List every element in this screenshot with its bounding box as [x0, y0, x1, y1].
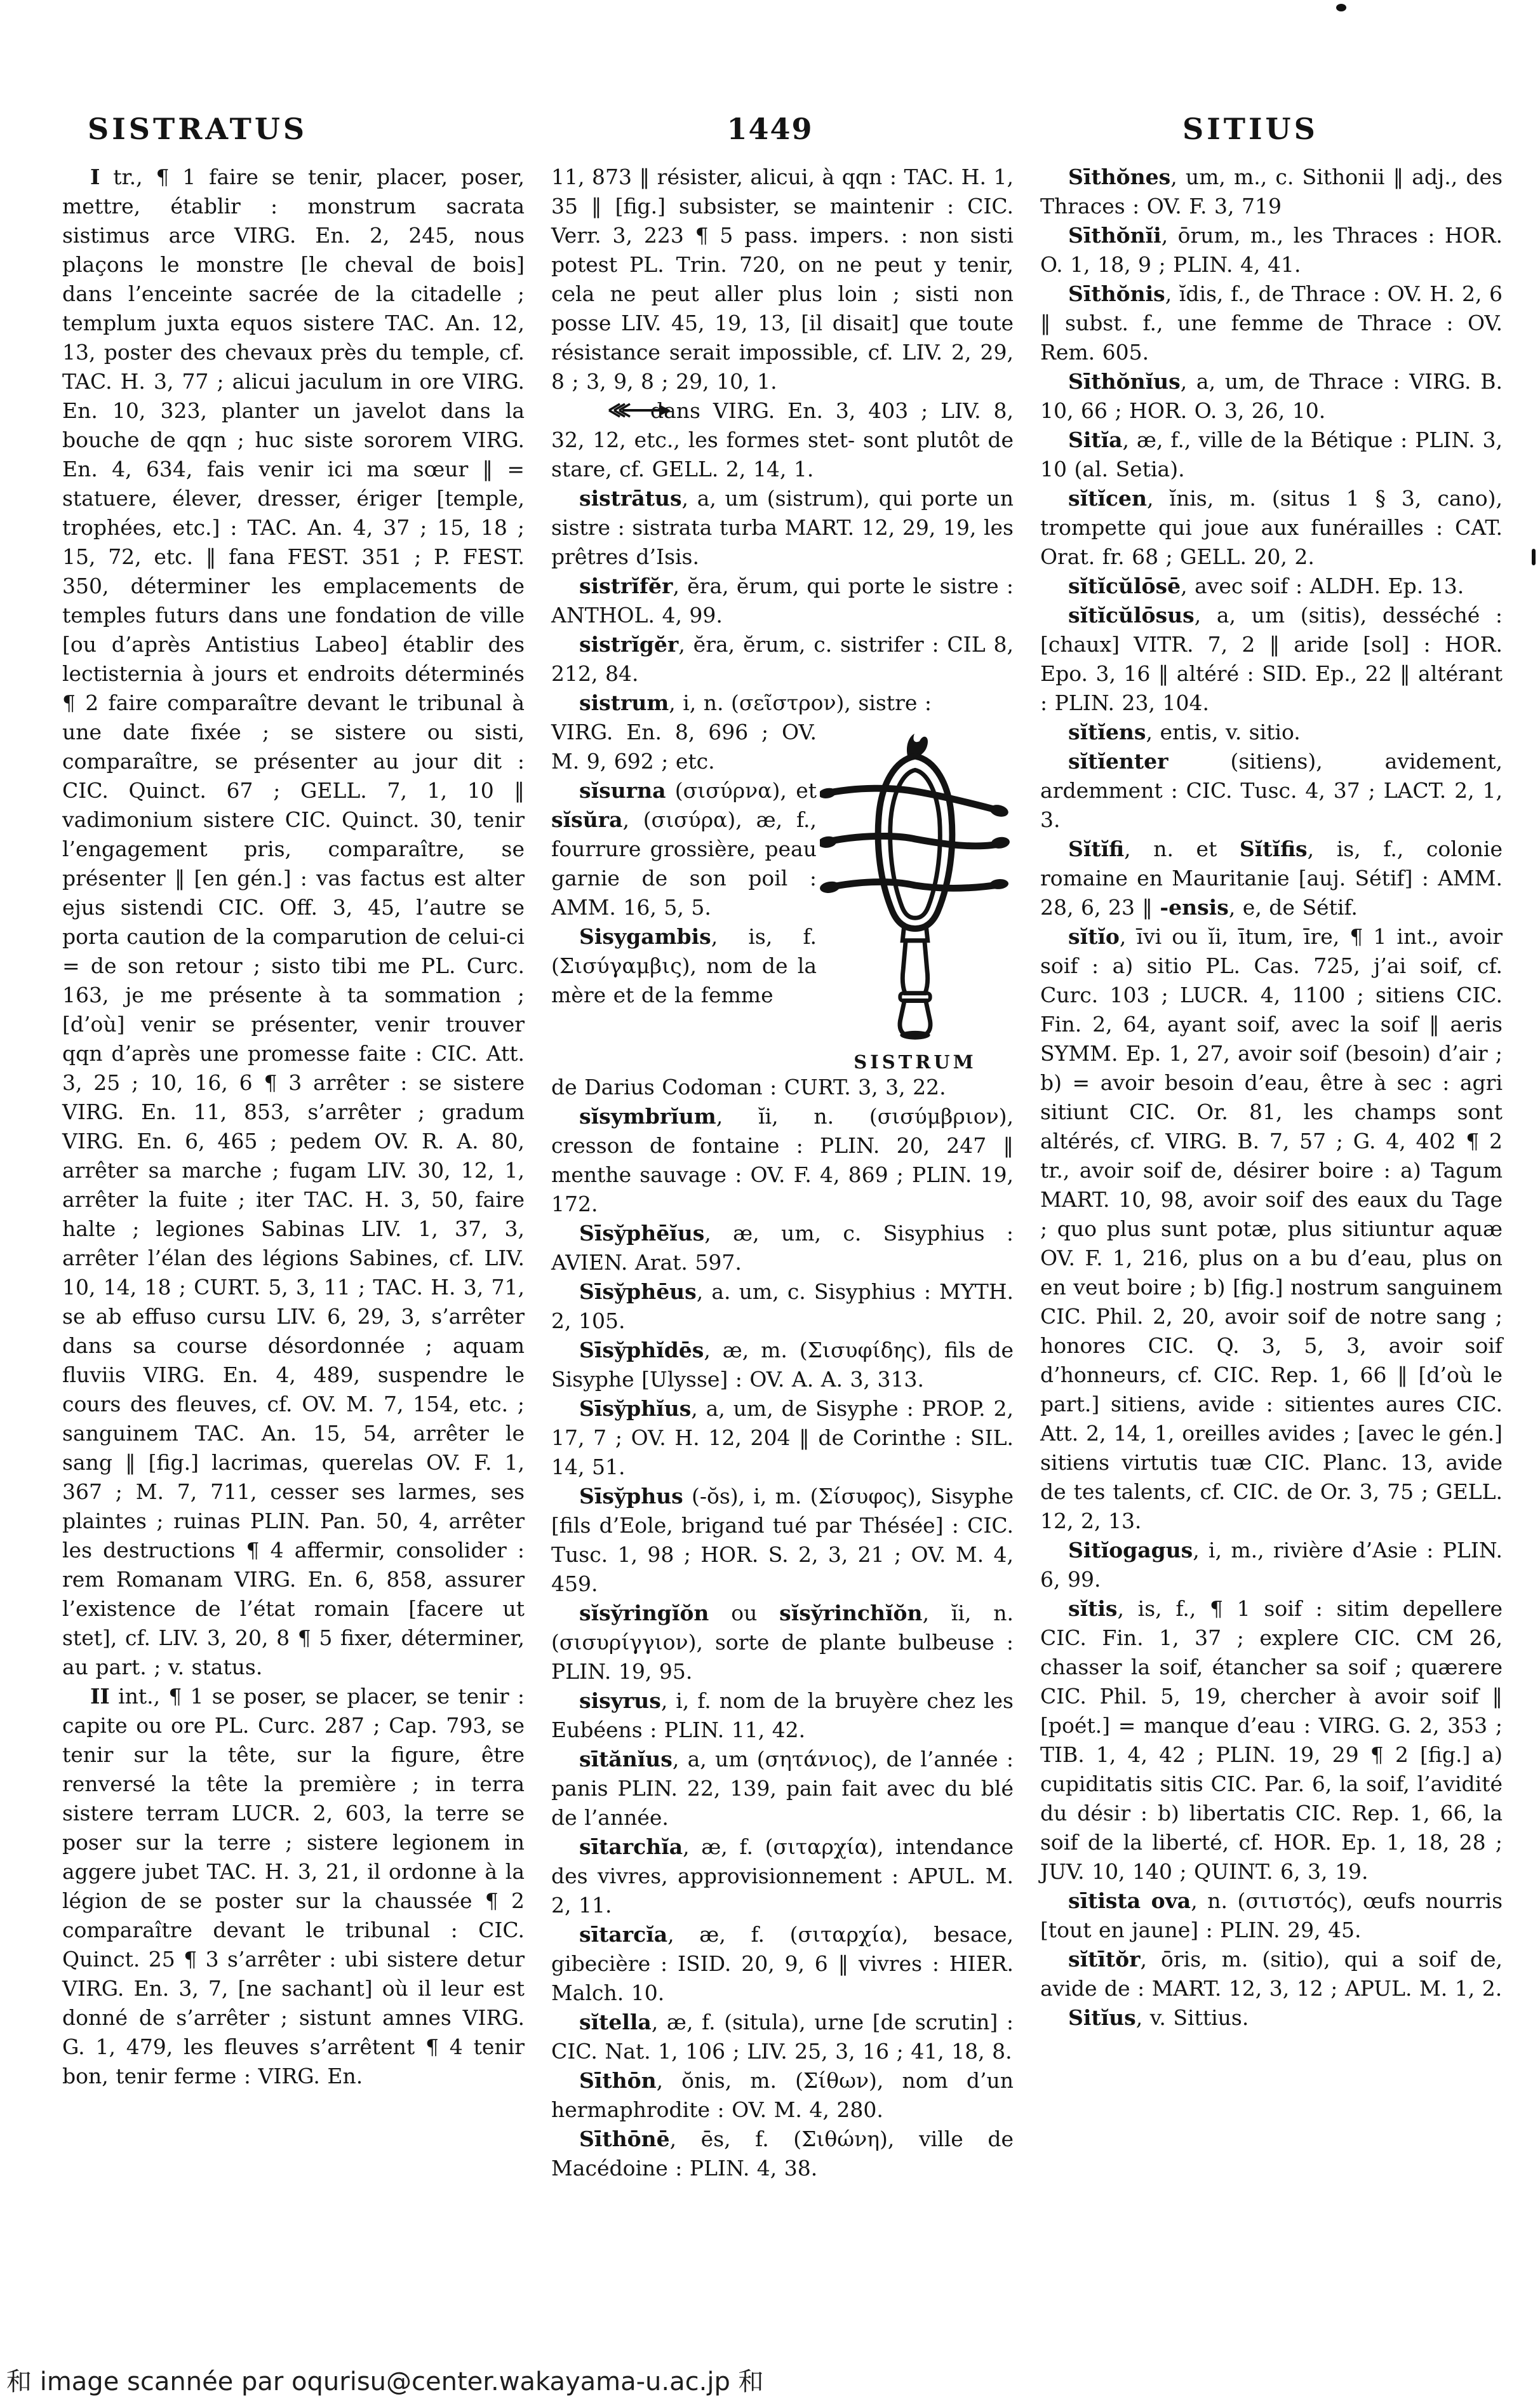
dictionary-entry — [551, 1599, 1014, 1686]
entry-headword: sĭsurna — [579, 778, 666, 803]
dictionary-entry — [551, 1920, 1014, 2008]
note-arrow-icon — [579, 398, 643, 417]
entry-headword: Sitĭogagus — [1068, 1538, 1193, 1563]
figure-caption: SISTRUM — [854, 1051, 977, 1073]
entry-headword: Sīthōn — [579, 2068, 657, 2093]
dictionary-entry — [551, 2008, 1014, 2066]
entry-headword: sĭsŭra — [551, 807, 623, 832]
dictionary-entry — [1040, 601, 1503, 718]
entry-headword: sĭsymbrĭum — [579, 1104, 716, 1129]
dictionary-entry — [551, 718, 817, 776]
entry-headword: sĭsy̆rinchĭŏn — [779, 1601, 923, 1625]
dictionary-entry — [551, 2125, 1014, 2183]
entry-text: , ōris, m. (sitio), qui a soif de, avide de : MART. 12, 3, 12 ; APUL. M. 1, 2. — [1040, 1947, 1503, 2001]
entry-headword: Sīsy̆phĭdēs — [579, 1338, 704, 1362]
entry-text: de Darius Codoman : CURT. 3, 3, 22. — [551, 1075, 946, 1099]
entry-headword: sĭtītŏr — [1068, 1947, 1141, 1972]
dictionary-entry — [551, 572, 1014, 630]
dictionary-entry — [1040, 922, 1503, 1536]
dictionary-entry — [1040, 718, 1503, 747]
entry-text: , æ, f. (situla), urne [de scrutin] : CIC. Nat. 1, 106 ; LIV. 25, 3, 16 ; 41, 18, 8. — [551, 2010, 1014, 2064]
entry-text: , æ, f., ville de la Bétique : PLIN. 3, 10 (al. Setia). — [1040, 427, 1503, 481]
entry-headword: Sīthōnē — [579, 2127, 670, 2151]
entry-headword: Sīthŏnes — [1068, 165, 1171, 189]
entry-headword: sītarchĭa — [579, 1834, 683, 1859]
entry-text: (-ŏs), i, m. (Σίσυφος), Sisyphe [fils d’Eole, brigand tué par Thésée] : CIC. Tusc. 1, 98 ; HOR. S. 2, 3, 21 ; OV. M. 4, 459. — [551, 1484, 1014, 1596]
dictionary-entry — [551, 922, 817, 1010]
entry-text: , i, f. nom de la bruyère chez les Eubéens : PLIN. 11, 42. — [551, 1688, 1014, 1742]
dictionary-entry — [1040, 426, 1503, 484]
entry-headword: Sisygambis — [579, 924, 711, 949]
figure-row — [551, 718, 1014, 1073]
scan-speck — [1532, 549, 1536, 565]
page-number: 1449 — [726, 112, 814, 146]
entry-text: dans VIRG. En. 3, 403 ; LIV. 8, 32, 12, etc., les formes stet- sont plutôt de stare, cf. GELL. 2, 14, 1. — [551, 398, 1014, 481]
dictionary-entry — [551, 163, 1014, 396]
dictionary-entry — [1040, 1886, 1503, 1945]
entry-headword: Sitĭus — [1068, 2005, 1136, 2030]
entry-text: (σισύρνα), et — [666, 778, 817, 803]
dictionary-entry — [551, 689, 1014, 718]
dictionary-entry — [551, 1102, 1014, 1219]
column-right — [1040, 163, 1503, 2183]
sistrum-figure — [817, 718, 1014, 1073]
remark-paragraph — [551, 396, 1014, 484]
entry-headword: sisyrus — [579, 1688, 661, 1713]
entry-text: tr., ¶ 1 faire se tenir, placer, poser, mettre, établir : monstrum sacrata sistimus arce VIRG. En. 2, 245, nous plaçons le monstre [le cheval de bois] dans l’enceinte sacrée de la citadelle ; templum juxta equos sistere TAC. An. 12, 13, poster des chevaux près du temple, cf. TAC. H. 3, 77 ; alicui jaculum in ore VIRG. En. 10, 323, planter un javelot dans la bouche de qqn ; huc siste sororem VIRG. En. 4, 634, fais venir ici ma sœur ‖ = statuere, élever, dresser, ériger [temple, trophées, etc.] : TAC. An. 4, 37 ; 15, 18 ; 15, 72, etc. ‖ fana FEST. 351 ; P. FEST. 350, déterminer les emplacements de temples futurs dans une fondation de ville [ou d’après Antistius Labeo] établir des lectisternia à jours et endroits déterminés ¶ 2 faire comparaître devant le tribunal à une date fixée ; se sistere ou sisti, comparaître, se présenter au jour dit : CIC. Quinct. 67 ; GELL. 7, 1, 10 ‖ vadimonium sistere CIC. Quinct. 30, tenir l’engagement pris, comparaître, se présenter ‖ [en gén.] : vas factus est alter ejus sistendi CIC. Off. 3, 45, l’autre se porta caution de la comparution de celui-ci = de son retour ; sisto tibi me PL. Curc. 163, je me présente à ta sommation ; [d’où] venir se présenter, venir trouver qqn d’après une promesse faite : CIC. Att. 3, 25 ; 10, 16, 6 ¶ 3 arrêter : se sistere VIRG. En. 11, 853, s’arrêter ; gradum VIRG. En. 6, 465 ; pedem OV. R. A. 80, arrêter sa marche ; fugam LIV. 30, 12, 1, arrêter la fuite ; iter TAC. H. 3, 50, faire halte ; legiones Sabinas LIV. 1, 37, 3, arrêter l’élan des légions Sabines, cf. LIV. 10, 14, 18 ; CURT. 5, 3, 11 ; TAC. H. 3, 71, se ab effuso cursu LIV. 6, 29, 3, s’arrêter dans sa course désordonnée ; aquam fluviis VIRG. En. 4, 489, suspendre le cours des fleuves, cf. OV. M. 7, 154, etc. ; sanguinem TAC. An. 15, 54, arrêter le sang ‖ [fig.] lacrimas, querelas OV. F. 1, 367 ; M. 7, 711, cesser ses larmes, ses plaintes ; ruinas PLIN. Pan. 50, 4, arrêter les destructions ¶ 4 affermir, consolider : rem Romanam VIRG. En. 6, 858, assurer l’existence de l’état romain [facere ut stet], cf. LIV. 3, 20, 8 ¶ 5 fixer, déterminer, au part. ; v. status. — [62, 165, 525, 1679]
entry-headword: sistrĭgĕr — [579, 632, 679, 657]
entry-text: , a, um (σητάνιος), de l’année : panis PLIN. 22, 139, pain fait avec du blé de l’année. — [551, 1747, 1014, 1830]
dictionary-entry — [1040, 1945, 1503, 2003]
dictionary-entry — [551, 1336, 1014, 1394]
dictionary-entry — [551, 1219, 1014, 1277]
dictionary-entry — [1040, 221, 1503, 279]
entry-headword: sistrātus — [579, 486, 682, 511]
entry-text: , ĕra, ĕrum, c. sistrifer : CIL 8, 212, 84. — [551, 632, 1014, 686]
scan-credit-line: 和 image scannée par oqurisu@center.wakayama-u.ac.jp 和 — [6, 2367, 764, 2396]
dictionary-entry — [1040, 484, 1503, 572]
entry-text: , entis, v. sitio. — [1146, 720, 1301, 744]
entry-text: , n. et — [1124, 837, 1240, 861]
entry-text: , æ, f. (σιταρχία), besace, gibecière : ISID. 20, 9, 6 ‖ vivres : HIER. Malch. 10. — [551, 1922, 1014, 2005]
entry-text: , ĕra, ĕrum, qui porte le sistre : ANTHOL. 4, 99. — [551, 574, 1014, 628]
dictionary-entry — [551, 1745, 1014, 1832]
text-columns — [62, 163, 1503, 2183]
entry-text: , æ, m. (Σισυφίδης), fils de Sisyphe [Ulysse] : OV. A. A. 3, 313. — [551, 1338, 1014, 1392]
entry-text: , i, m., rivière d’Asie : PLIN. 6, 99. — [1040, 1538, 1503, 1592]
entry-headword: II — [90, 1684, 110, 1709]
sistrum-illustration — [820, 722, 1010, 1042]
dictionary-entry — [551, 1482, 1014, 1599]
entry-headword: I — [90, 165, 100, 189]
dictionary-entry — [1040, 367, 1503, 426]
dictionary-entry — [62, 1682, 525, 2091]
entry-headword: sĭsy̆ringĭŏn — [579, 1601, 709, 1625]
entry-headword: Sīthŏnis — [1068, 281, 1165, 306]
entry-text: , avec soif : ALDH. Ep. 13. — [1181, 574, 1464, 598]
entry-text: , v. Sittius. — [1135, 2005, 1249, 2030]
dictionary-entry — [551, 2066, 1014, 2125]
entry-text: , is, f., colonie romaine en Mauritanie [auj. Sétif] : AMM. 28, 6, 23 ‖ — [1040, 837, 1503, 920]
entry-text: , is, f. (Σισύγαμβις), nom de la mère et de la femme — [551, 924, 817, 1007]
entry-text: , e, de Sétif. — [1228, 895, 1358, 920]
dictionary-entry — [551, 630, 1014, 689]
dictionary-entry — [1040, 747, 1503, 835]
entry-headword: sĭtĭcŭlōsē — [1068, 574, 1181, 598]
dictionary-entry — [551, 1073, 1014, 1102]
entry-headword: sĭtĭcŭlōsus — [1068, 603, 1195, 628]
running-head-right-word: SITIUS — [1182, 112, 1318, 146]
dictionary-entry — [1040, 572, 1503, 601]
entry-text: , īvi ou ĭi, ītum, īre, ¶ 1 int., avoir soif : a) sitio PL. Cas. 725, j’ai soif, cf. Curc. 103 ; LUCR. 4, 1100 ; sitiens CIC. Fin. 2, 64, ayant soif, avec la soif ‖ aeris SYMM. Ep. 1, 27, avoir soif (besoin) d’air ; b) = avoir besoin d’eau, être à sec : agri sitiunt CIC. Or. 81, les champs sont altérés, cf. VIRG. B. 7, 57 ; G. 4, 402 ¶ 2 tr., avoir soif de, désirer boire : a) Tagum MART. 10, 98, avoir soif des eaux du Tage ; quo plus sunt potæ, plus sitiuntur aquæ OV. F. 1, 216, plus on a bu d’eau, plus on en veut boire ; b) [fig.] nostrum sanguinem CIC. Phil. 2, 20, avoir soif de notre sang ; honores CIC. Q. 3, 5, 3, avoir soif d’honneurs, cf. CIC. Rep. 1, 66 ‖ [d’où le part.] sitiens, avide : sitientes aures CIC. Att. 2, 14, 1, oreilles avides ; [avec le gén.] sitiens virtutis tuæ CIC. Planc. 13, avide de tes talents, cf. CIC. de Or. 3, 75 ; GELL. 12, 2, 13. — [1040, 924, 1503, 1533]
entry-text: , ĭdis, f., de Thrace : OV. H. 2, 6 ‖ subst. f., une femme de Thrace : OV. Rem. 605. — [1040, 281, 1503, 365]
dictionary-entry — [1040, 279, 1503, 367]
dictionary-entry — [1040, 1594, 1503, 1886]
entry-headword: Sīthŏnĭus — [1068, 369, 1181, 394]
entry-headword: sĭtĭens — [1068, 720, 1146, 744]
entry-text: (sitiens), avidement, ardemment : CIC. Tusc. 4, 37 ; LACT. 2, 1, 3. — [1040, 749, 1503, 832]
dictionary-entry — [551, 484, 1014, 572]
entry-text: , a. um, c. Sisyphius : MYTH. 2, 105. — [551, 1279, 1014, 1333]
column-middle — [551, 163, 1014, 2183]
entry-text: , ŏnis, m. (Σίθων), nom d’un hermaphrodite : OV. M. 4, 280. — [551, 2068, 1014, 2122]
entry-headword: Sĭtĭfis — [1239, 837, 1308, 861]
entry-text: , ĭi, n. (σισυρίγγιον), sorte de plante bulbeuse : PLIN. 19, 95. — [551, 1601, 1014, 1684]
entry-text: , um, m., c. Sithonii ‖ adj., des Thraces : OV. F. 3, 719 — [1040, 165, 1503, 218]
column-left — [62, 163, 525, 2183]
entry-text: , æ, um, c. Sisyphius : AVIEN. Arat. 597. — [551, 1221, 1014, 1275]
entry-headword: sītista ova — [1068, 1888, 1191, 1913]
entry-text: , ōrum, m., les Thraces : HOR. O. 1, 18, 9 ; PLIN. 4, 41. — [1040, 223, 1503, 277]
entry-headword: Sitĭa — [1068, 427, 1123, 452]
entry-text: , a, um (sitis), desséché : [chaux] VITR. 7, 2 ‖ aride [sol] : HOR. Epo. 3, 16 ‖ altéré : SID. Ep., 22 ‖ altérant : PLIN. 23, 104. — [1040, 603, 1503, 715]
entry-text: VIRG. En. 8, 696 ; OV. M. 9, 692 ; etc. — [551, 720, 817, 774]
entry-headword: Sīsy̆phus — [579, 1484, 683, 1509]
entry-text: , a, um, de Thrace : VIRG. B. 10, 66 ; HOR. O. 3, 26, 10. — [1040, 369, 1503, 423]
dictionary-entry — [1040, 835, 1503, 922]
entry-text: , i, n. (σεῖστρον), sistre : — [669, 690, 932, 715]
entry-text: 11, 873 ‖ résister, alicui, à qqn : TAC. H. 1, 35 ‖ [fig.] subsister, se maintenir : CIC. Verr. 3, 223 ¶ 5 pass. impers. : non sisti potest PL. Trin. 720, on ne peut y tenir, cela ne peut aller plus loin ; sisti non posse LIV. 45, 19, 13, [il disait] que toute résistance serait impossible, cf. LIV. 2, 29, 8 ; 3, 9, 8 ; 29, 10, 1. — [551, 165, 1014, 394]
entry-headword: sĭtella — [579, 2010, 652, 2034]
dictionary-entry — [1040, 163, 1503, 221]
entry-headword: Sīsy̆phēus — [579, 1279, 697, 1304]
dictionary-entry — [551, 1686, 1014, 1745]
entry-headword: Sīsy̆phĭus — [579, 1396, 692, 1421]
running-head-left-word: SISTRATUS — [88, 112, 308, 146]
dictionary-entry — [62, 163, 525, 1682]
entry-headword: sītănĭus — [579, 1747, 673, 1771]
entry-headword: sistrĭfĕr — [579, 574, 673, 598]
entry-text: ou — [709, 1601, 780, 1625]
entry-text: , æ, f. (σιταρχία), intendance des vivres, approvisionnement : APUL. M. 2, 11. — [551, 1834, 1014, 1918]
entry-headword: sĭtis — [1068, 1596, 1118, 1621]
entry-headword: sītarcĭa — [579, 1922, 668, 1947]
entry-text: int., ¶ 1 se poser, se placer, se tenir : capite ou ore PL. Curc. 287 ; Cap. 793, se tenir sur la tête, sur la figure, être renversé la tête la première ; in terra sistere terram LUCR. 2, 603, la terre se poser sur la terre ; sistere legionem in aggere jubet TAC. H. 3, 21, il ordonne à la légion de se poster sur la chaussée ¶ 2 comparaître devant le tribunal : CIC. Quinct. 25 ¶ 3 s’arrêter : ubi sistere detur VIRG. En. 3, 7, [ne sachant] où il leur est donné de s’arrêter ; sistunt amnes VIRG. G. 1, 479, les fleuves s’arrêtent ¶ 4 tenir bon, tenir ferme : VIRG. En. — [62, 1684, 525, 2088]
entry-headword: sĭtĭo — [1068, 924, 1120, 949]
entry-text: , ĭi, n. (σισύμβριον), cresson de fontaine : PLIN. 20, 247 ‖ menthe sauvage : OV. F. 4, 869 ; PLIN. 19, 172. — [551, 1104, 1014, 1216]
dictionary-entry — [551, 1277, 1014, 1336]
entry-headword: sĭtĭcen — [1068, 486, 1147, 511]
dictionary-entry — [551, 776, 817, 922]
entry-headword: Sīthŏnĭi — [1068, 223, 1162, 248]
entry-headword: Sīsy̆phēĭus — [579, 1221, 705, 1246]
dictionary-entry — [1040, 1536, 1503, 1594]
entry-text: , ĭnis, m. (situs 1 § 3, cano), trompette qui joue aux funérailles : CAT. Orat. fr. 68 ; GELL. 20, 2. — [1040, 486, 1503, 569]
entry-headword: Sĭtĭfi — [1068, 837, 1125, 861]
figure-side-text — [551, 718, 817, 1010]
entry-text: , n. (σιτιστός), œufs nourris [tout en jaune] : PLIN. 29, 45. — [1040, 1888, 1503, 1942]
entry-text: , (σισύρα), æ, f., fourrure grossière, peau garnie de son poil : AMM. 16, 5, 5. — [551, 807, 817, 920]
entry-headword: -ensis — [1160, 895, 1229, 920]
dictionary-entry — [551, 1832, 1014, 1920]
scan-speck — [1336, 4, 1346, 11]
entry-text: , a, um, de Sisyphe : PROP. 2, 17, 7 ; OV. H. 12, 204 ‖ de Corinthe : SIL. 14, 51. — [551, 1396, 1014, 1479]
entry-text: , is, f., ¶ 1 soif : sitim depellere CIC. Fin. 1, 37 ; explere CIC. CM 26, chasser la soif, étancher sa soif ; quærere CIC. Phil. 5, 19, chercher à avoir soif ‖ [poét.] = manque d’eau : VIRG. G. 2, 353 ; TIB. 1, 4, 42 ; PLIN. 19, 29 ¶ 2 [fig.] a) cupiditatis sitis CIC. Par. 6, la soif, l’avidité du désir : b) libertatis CIC. Rep. 1, 66, la soif de la liberté, cf. HOR. Ep. 1, 18, 28 ; JUV. 10, 140 ; QUINT. 6, 3, 19. — [1040, 1596, 1503, 1884]
dictionary-entry — [551, 1394, 1014, 1482]
dictionary-entry — [1040, 2003, 1503, 2033]
running-head — [0, 112, 1540, 150]
entry-headword: sistrum — [579, 690, 669, 715]
entry-text: , ēs, f. (Σιθώνη), ville de Macédoine : PLIN. 4, 38. — [551, 2127, 1014, 2181]
entry-headword: sĭtĭenter — [1068, 749, 1168, 774]
entry-text: , a, um (sistrum), qui porte un sistre : sistrata turba MART. 12, 29, 19, les prêtres d’Isis. — [551, 486, 1014, 569]
